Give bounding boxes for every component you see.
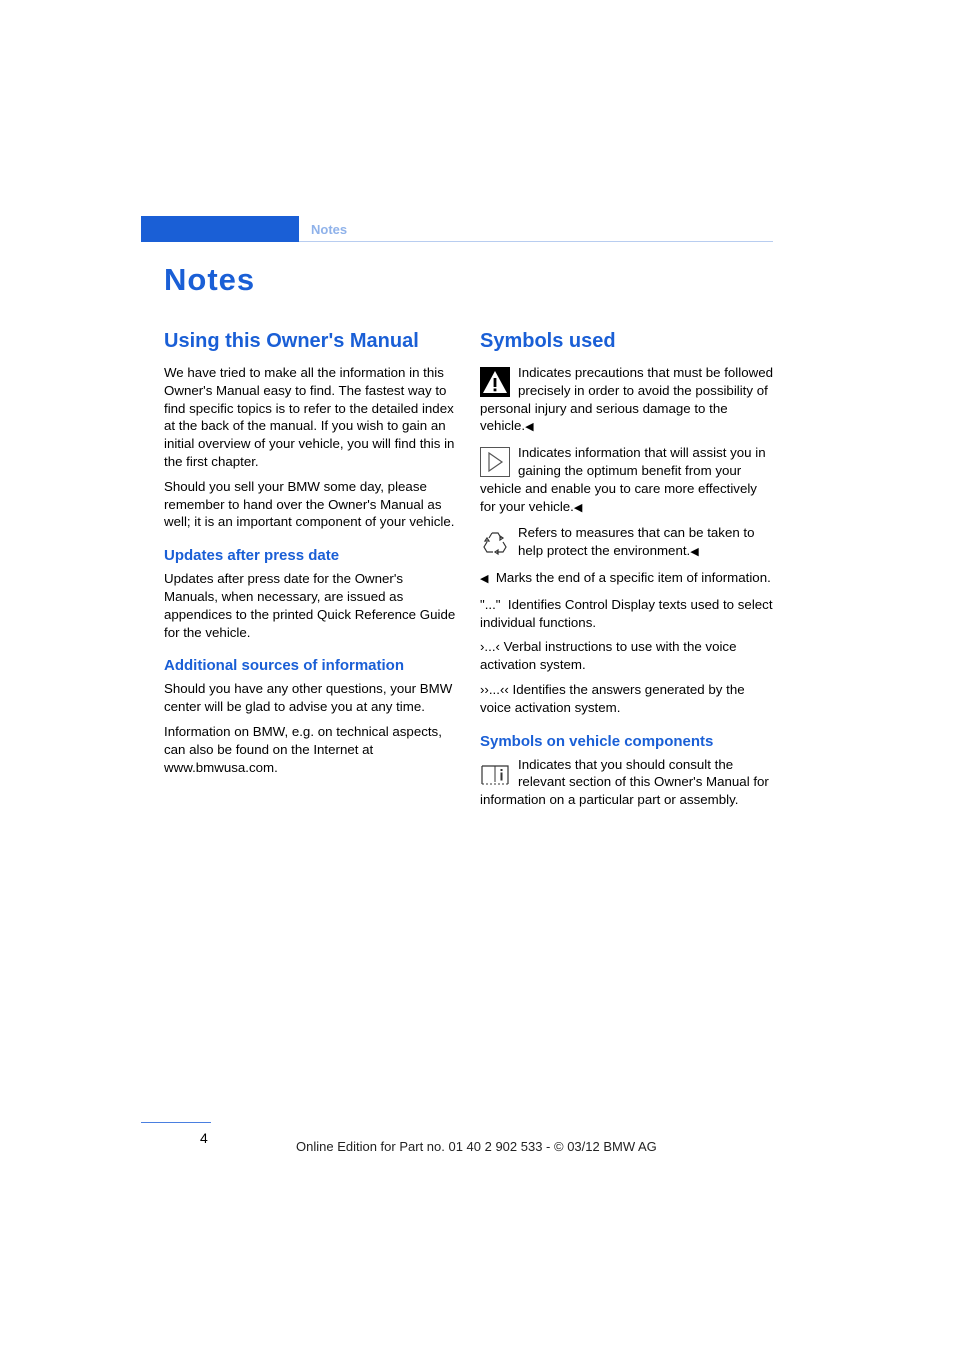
section-label: Notes xyxy=(311,222,348,237)
info-text: Indicates information that will assist you in gaining the optimum benefit from your vehicle and enable you to care more effectively for your vehicle. xyxy=(480,445,766,514)
symbols-heading: Symbols used xyxy=(480,330,616,352)
manual-heading: Using this Owner's Manual xyxy=(164,330,419,352)
answers-text: Identifies the answers generated by the voice activation system. xyxy=(480,681,745,715)
sources-paragraph-1: Should you have any other questions, your BMW center will be glad to advise you at any time. xyxy=(164,681,453,715)
updates-heading: Updates after press date xyxy=(164,547,340,565)
end-mark: ◀ xyxy=(525,421,534,434)
verbal-definition xyxy=(480,638,774,674)
info-note xyxy=(480,444,774,517)
manual-paragraph-2: Should you sell your BMW some day, please remember to hand over the Owner's Manual as well; it is an important component of your vehicle. xyxy=(164,478,455,530)
quotes-symbol: "..." xyxy=(480,596,501,612)
manual-paragraph-1: We have tried to make all the information in this Owner's Manual easy to find. The fastest way to find specific topics is to refer to the detailed index at the back of the manual. If you wish to gain an initial overview of your vehicle, you will find this in the first chapter. xyxy=(164,365,455,469)
page-title: Notes xyxy=(164,262,256,297)
right-column xyxy=(480,330,774,816)
components-note xyxy=(480,756,774,809)
edition-footer: Online Edition for Part no. 01 40 2 902 533 - © 03/12 BMW AG xyxy=(296,1139,657,1154)
warning-triangle-icon xyxy=(480,367,510,397)
quotes-text: Identifies Control Display texts used to select individual functions. xyxy=(480,596,773,630)
recycle-icon xyxy=(480,527,510,557)
warning-text: Indicates precautions that must be followed precisely in order to avoid the possibility of personal injury and serious damage to the vehicle. xyxy=(480,365,774,434)
left-column xyxy=(164,330,458,783)
manual-book-icon xyxy=(480,759,510,789)
warning-note xyxy=(480,364,774,437)
sources-heading: Additional sources of information xyxy=(164,657,405,675)
components-heading: Symbols on vehicle components xyxy=(480,732,714,750)
header-rule xyxy=(299,241,773,242)
answers-definition xyxy=(480,681,774,717)
verbal-symbol: ›...‹ xyxy=(480,639,500,655)
environment-text: Refers to measures that can be taken to help protect the environment. xyxy=(518,525,755,559)
end-marker-symbol: ◀ xyxy=(480,572,489,585)
environment-note xyxy=(480,524,774,562)
quotes-definition xyxy=(480,596,774,632)
end-mark: ◀ xyxy=(573,501,583,514)
verbal-text: Verbal instructions to use with the voice activation system. xyxy=(480,639,737,673)
info-arrow-icon xyxy=(480,447,510,477)
components-text: Indicates that you should consult the relevant section of this Owner's Manual for information on a particular part or assembly. xyxy=(480,756,769,808)
end-marker-definition xyxy=(480,569,774,589)
page-number: 4 xyxy=(200,1130,208,1146)
answers-symbol: ››...‹‹ xyxy=(480,681,509,697)
header-bar xyxy=(141,216,299,242)
sources-paragraph-2: Information on BMW, e.g. on technical aspects, can also be found on the Internet at www.bmwusa.com. xyxy=(164,723,442,775)
end-marker-text: Marks the end of a specific item of information. xyxy=(495,569,771,585)
end-mark: ◀ xyxy=(690,546,699,559)
footer-rule xyxy=(141,1122,211,1123)
updates-paragraph: Updates after press date for the Owner's Manuals, when necessary, are issued as appendices to the printed Quick Reference Guide for the vehicle. xyxy=(164,571,456,640)
